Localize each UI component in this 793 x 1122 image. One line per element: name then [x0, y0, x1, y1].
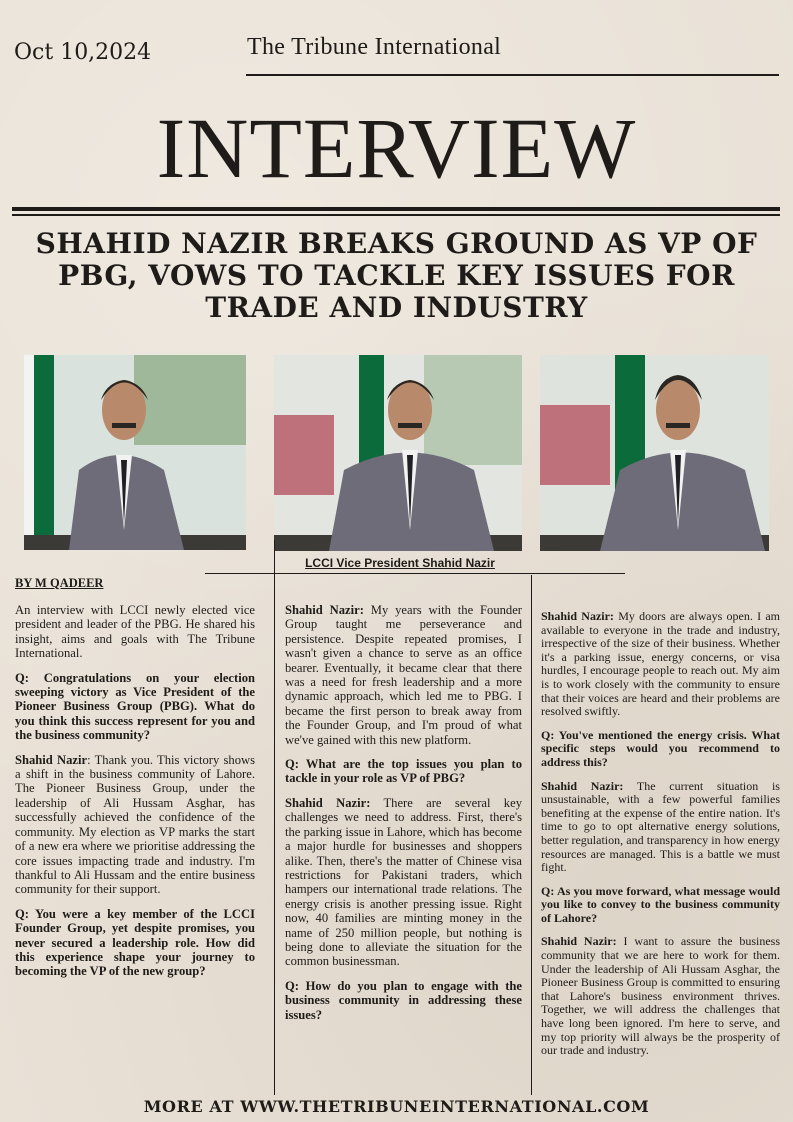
question-3	[285, 757, 522, 786]
masthead-title: INTERVIEW	[156, 100, 637, 196]
answer-6	[541, 935, 780, 1057]
portrait-illustration	[540, 355, 769, 551]
question-prefix: Q	[285, 757, 295, 772]
question-5: Q: You've mentioned the energy crisis. What specific steps would you recommend to address this?	[541, 727, 780, 769]
masthead-rule-thin	[12, 214, 780, 216]
answer-text: My years with the Founder Group taught me perseverance and persistence. Despite repeated promises, I wasn't given a chance to serve as an office bearer. Eventually, it became clear that there was a need for fresh leadership and a more dynamic approach, which led me to PBG. I became the first person to break away from the Founder Group, and I'm proud of what we've gained with this new platform.	[285, 603, 522, 747]
header-rule	[246, 74, 779, 76]
question-text: : What are the top issues you plan to tackle in your role as VP of PBG?	[285, 757, 522, 786]
column-divider-2	[531, 575, 532, 1095]
headline: SHAHID NAZIR BREAKS GROUND AS VP OF PBG, VOWS TO TACKLE KEY ISSUES FOR TRADE AND INDUSTRY	[35, 227, 758, 324]
speaker-name: Shahid Nazir:	[541, 934, 617, 949]
byline: BY M QADEER	[15, 576, 104, 590]
speaker-name: Shahid Nazir:	[285, 795, 371, 810]
photo-left	[24, 355, 246, 550]
column-divider-1	[274, 540, 275, 1095]
answer-1	[15, 753, 255, 897]
answer-text: : Thank you. This victory shows a shift in the business community of Lahore. The Pioneer Business Group, under the leadership of Ali Hussam Asghar, has successfully achieved the confidence of the community. My election as VP marks the start of a new era where we prioritise addressing the core issues impacting trade and industry. I'm thankful to Ali Hussam and the entire business community for their support.	[15, 752, 255, 897]
photo-caption: LCCI Vice President Shahid Nazir	[305, 556, 495, 570]
article-column-1	[15, 603, 255, 989]
question-prefix: Q	[285, 978, 295, 993]
photo-right	[540, 355, 769, 551]
footer-link[interactable]: MORE AT WWW.THETRIBUNEINTERNATIONAL.COM	[143, 1097, 650, 1116]
answer-5	[541, 780, 780, 875]
photo-center	[274, 355, 522, 551]
question-6: Q: As you move forward, what message would you like to convey to the business community of Lahore?	[541, 883, 780, 925]
caption-rule	[205, 573, 625, 574]
intro-paragraph: An interview with LCCI newly elected vice president and leader of the PBG. He shared his insight, aims and goals with The Tribune International.	[15, 603, 255, 661]
speaker-name: Shahid Nazir:	[541, 778, 624, 793]
question-text: : How do you plan to engage with the business community in addressing these issues?	[285, 978, 522, 1022]
speaker-name: Shahid Nazir:	[285, 603, 364, 617]
article-column-2	[285, 603, 522, 1032]
answer-3	[285, 796, 522, 969]
article-column-3	[541, 610, 780, 1068]
answer-text: The current situation is unsustainable, with a few powerful families benefiting at the expense of the entire nation. It's time to go to opt alternative energy solutions, better regulation, and transparency in how energy resources are managed. This is a battle we must fight.	[541, 778, 780, 875]
speaker-name: Shahid Nazir	[15, 752, 88, 767]
portrait-illustration	[24, 355, 246, 550]
answer-4	[541, 610, 780, 719]
newspaper-name: The Tribune International	[247, 34, 502, 60]
speaker-name: Shahid Nazir:	[541, 609, 614, 623]
answer-text: I want to assure the business community that we are here to work for them. Under the leadership of Ali Hussam Asghar, the Pioneer Business Group is committed to ensuring that Lahore's business environment thrives. Together, we will address the challenges that have long been ignored. I'm here to serve, and my top priority will always be the prosperity of our trade and industry.	[541, 934, 780, 1058]
masthead-rule-thick	[12, 207, 780, 211]
portrait-illustration	[274, 355, 522, 551]
answer-text: My doors are always open. I am available to everyone in the trade and industry, irrespective of the size of their business. Whether it's a parking issue, energy concerns, or visa hurdles, I encourage people to reach out. My aim is to work closely with the community to ensure that their voices are heard and their problems are resolved swiftly.	[541, 609, 780, 719]
answer-2	[285, 603, 522, 747]
answer-text: There are several key challenges we need to address. First, there's the parking issue in Lahore, which has become a major hurdle for businesses and shoppers alike. Then, there's the matter of Chinese visa restrictions for Pakistani traders, which hampers our international trade relations. The energy crisis is another pressing issue. Right now, 40 families are minting money in the name of 250 million people, but nothing is being done to alleviate the situation for the common businessman.	[285, 795, 522, 969]
question-4	[285, 979, 522, 1022]
issue-date: Oct 10,2024	[14, 40, 152, 65]
question-2: Q: You were a key member of the LCCI Founder Group, yet despite promises, you never secured a leadership role. How did this experience shape your journey to becoming the VP of the new group?	[15, 906, 255, 979]
question-1: Q: Congratulations on your election sweeping victory as Vice President of the Pioneer Business Group (PBG). What do you think this success represent for you and the business community?	[15, 670, 255, 743]
